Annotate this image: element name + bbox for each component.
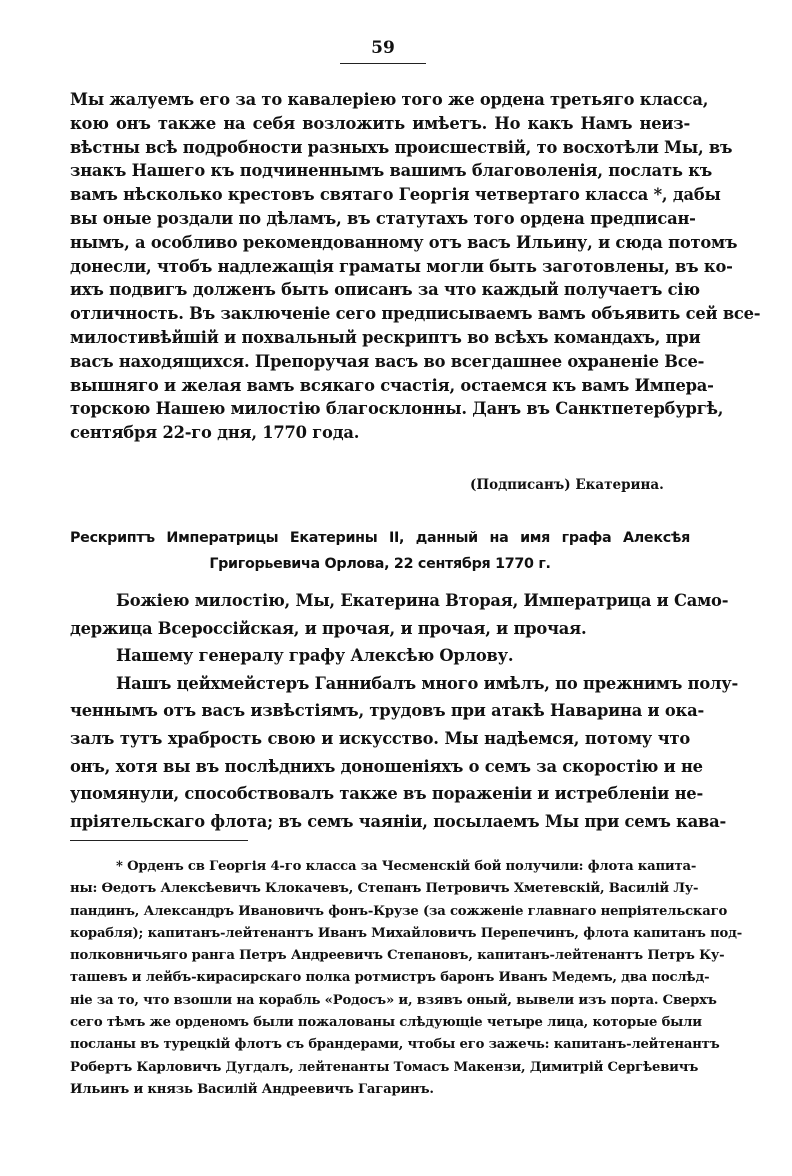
text-line: вы оные роздали по дѣламъ, въ статутахъ того ордена предписан- xyxy=(70,208,696,228)
text-line: ташевъ и лейбъ-кирасирскаго полка ротмистръ баронъ Иванъ Медемъ, два послѣд- xyxy=(70,970,710,986)
text-line: вѣстны всѣ подробности разныхъ происшествій, то восхотѣли Мы, въ xyxy=(70,137,733,157)
text-line: Божіею милостію, Мы, Екатерина Вторая, Императрица и Само- xyxy=(116,591,729,610)
text-line: посланы въ турецкій флотъ съ брандерами, чтобы его зажечь: капитанъ-лейтенантъ xyxy=(70,1037,720,1053)
footnote xyxy=(70,856,742,1101)
page-number: 59 xyxy=(371,38,395,58)
text-line: отличность. Въ заключеніе сего предписываемъ вамъ объявить сей все- xyxy=(70,304,761,324)
text-line: Мы жалуемъ его за то кавалеріею того же ордена третьяго класса, xyxy=(70,90,709,109)
rescript-text xyxy=(70,587,739,835)
text-line: пандинъ, Александръ Ивановичъ фонъ-Крузе (за сожженіе главнаго непріятельскаго xyxy=(70,903,728,919)
heading-line: Рескриптъ Императрицы Екатерины II, данный на имя графа Алексѣя xyxy=(70,530,690,546)
text-line: ніе за то, что взошли на корабль «Родосъ» и, взявъ оный, вывели изъ порта. Сверхъ xyxy=(70,992,717,1008)
text-line: кою онъ также на себя возложить имѣетъ. Но какъ Намъ неиз- xyxy=(70,113,690,133)
text-line: ихъ подвигъ долженъ быть описанъ за что каждый получаетъ сію xyxy=(70,280,700,300)
text-line: Робертъ Карловичъ Дугдалъ, лейтенанты Томасъ Макензи, Димитрій Сергѣевичъ xyxy=(70,1059,699,1075)
text-line: сего тѣмъ же орденомъ были пожалованы слѣдующіе четыре лица, которые были xyxy=(70,1015,702,1031)
text-line: знакъ Нашего къ подчиненнымъ вашимъ благоволенія, послать къ xyxy=(70,161,713,181)
page-number-rule xyxy=(340,63,426,64)
text-line: милостивѣйшій и похвальный рескриптъ во всѣхъ командахъ, при xyxy=(70,327,701,347)
text-line: Нашему генералу графу Алексѣю Орлову. xyxy=(116,646,514,666)
text-line: залъ тутъ храбрость свою и искусство. Мы надѣемся, потому что xyxy=(70,728,690,748)
footnote-rule xyxy=(70,840,248,841)
text-line: васъ находящихся. Препоручая васъ во всегдашнее охраненіе Все- xyxy=(70,351,705,371)
text-line: полковничьяго ранга Петръ Андреевичъ Степановъ, капитанъ-лейтенантъ Петръ Ку- xyxy=(70,948,725,964)
text-line: Нашъ цейхмейстеръ Ганнибалъ много имѣлъ, по прежнимъ полу- xyxy=(116,673,739,693)
text-line: пріятельскаго флота; въ семъ чаяніи, посылаемъ Мы при семъ кава- xyxy=(70,811,727,831)
text-line: упомянули, способствовалъ также въ пораженіи и истребленіи не- xyxy=(70,784,704,804)
text-line: донесли, чтобъ надлежащія граматы могли быть заготовлены, въ ко- xyxy=(70,256,733,276)
text-line: онъ, хотя вы въ послѣднихъ доношеніяхъ о семъ за скоростію и не xyxy=(70,756,703,776)
text-line: * Орденъ св Георгія 4-го класса за Чесменскій бой получили: флота капита- xyxy=(116,859,697,874)
section-heading xyxy=(70,525,690,577)
text-line: нымъ, а особливо рекомендованному отъ васъ Ильину, и сюда потомъ xyxy=(70,232,738,252)
text-line: торскою Нашею милостію благосклонны. Данъ въ Санктпетербургѣ, xyxy=(70,399,724,419)
text-line: корабля); капитанъ-лейтенантъ Иванъ Михайловичъ Перепечинъ, флота капитанъ под- xyxy=(70,925,742,941)
text-line: Ильинъ и князь Василій Андреевичъ Гагаринъ. xyxy=(70,1081,434,1097)
text-line: сентября 22-го дня, 1770 года. xyxy=(70,423,360,443)
heading-line: Григорьевича Орлова, 22 сентября 1770 г. xyxy=(209,556,551,572)
text-line: вамъ нѣсколько крестовъ святаго Георгія четвертаго класса *, дабы xyxy=(70,185,721,205)
signature: (Подписанъ) Екатерина. xyxy=(470,477,664,493)
text-line: ченнымъ отъ васъ извѣстіямъ, трудовъ при атакѣ Наварина и ока- xyxy=(70,701,705,721)
text-line: держица Всероссійская, и прочая, и прочая, и прочая. xyxy=(70,618,587,638)
text-line: ны: Өедотъ Алексѣевичъ Клокачевъ, Степанъ Петровичъ Хметевскій, Василій Лу- xyxy=(70,881,699,897)
body-text-continued xyxy=(70,88,761,445)
text-line: вышняго и желая вамъ всякаго счастія, остаемся къ вамъ Импера- xyxy=(70,375,714,395)
